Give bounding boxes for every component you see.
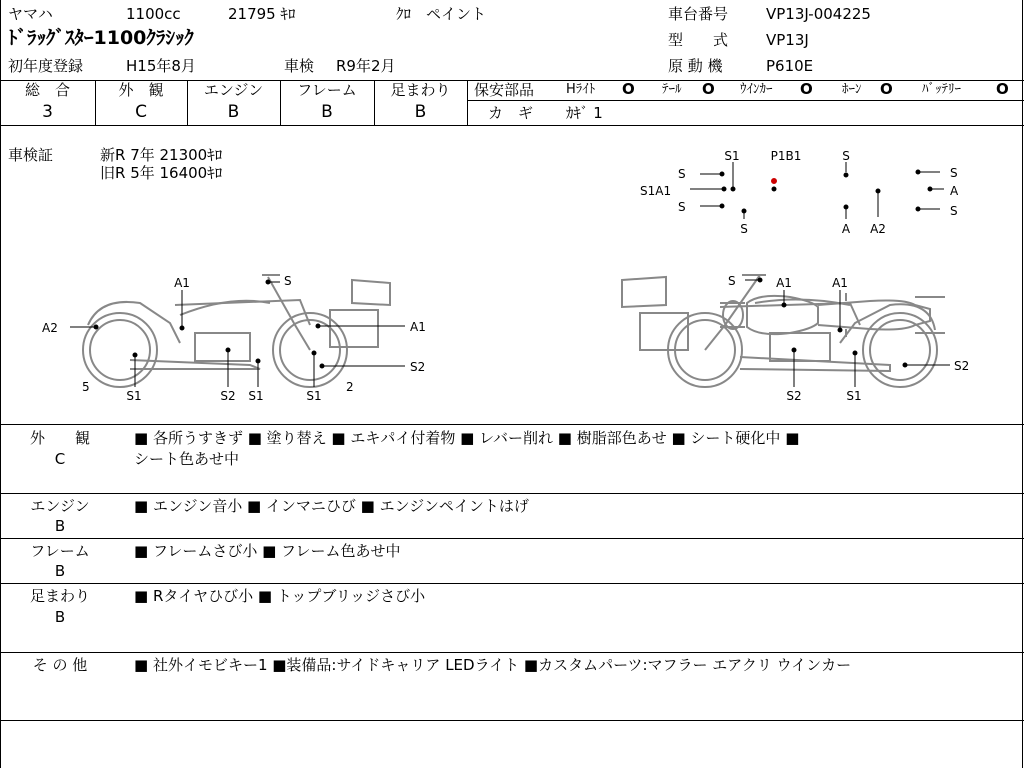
paint: ｸﾛ ペイント xyxy=(396,5,487,23)
grade-suspension-label: 足まわり xyxy=(390,81,451,99)
remark-suspension-grade: B xyxy=(54,608,66,626)
remark-frame-label: フレーム xyxy=(30,542,90,560)
shaken-label: 車検 xyxy=(284,57,315,75)
mileage: 21795 ｷﾛ xyxy=(228,5,296,23)
remark-frame-grade: B xyxy=(54,562,66,580)
grade-overall-label: 総 合 xyxy=(24,81,70,99)
safety-winker-mark: O xyxy=(800,80,813,98)
model-name: ﾄﾞﾗｯｸﾞｽﾀｰ1100ｸﾗｼｯｸ xyxy=(8,27,194,49)
mark-left-a2: A2 xyxy=(42,321,58,335)
right-view-bike xyxy=(622,275,937,387)
safety-tail-label: ﾃｰﾙ xyxy=(662,82,682,97)
mark-left-s1-3: S1 xyxy=(306,389,322,403)
mark-top-s: S xyxy=(842,149,850,163)
mark-left-s1-1: S1 xyxy=(126,389,142,403)
mark-top-s-bottom: S xyxy=(740,222,748,236)
mark-top-s-left2: S xyxy=(678,200,686,214)
grade-engine-label: エンジン xyxy=(203,81,264,99)
engine-model-label: 原 動 機 xyxy=(668,57,723,75)
frame-number-label: 車台番号 xyxy=(668,5,729,23)
grade-exterior-label: 外 観 xyxy=(118,81,164,99)
safety-tail-mark: O xyxy=(702,80,715,98)
maker: ヤマハ xyxy=(8,5,53,23)
mark-right-s1: S1 xyxy=(846,389,862,403)
mark-top-a2: A2 xyxy=(870,222,886,236)
mark-left-a1-top: A1 xyxy=(174,276,190,290)
remark-suspension-text: ■ Rタイヤひび小 ■ トップブリッジさび小 xyxy=(134,587,426,605)
grade-frame-label: フレーム xyxy=(297,81,357,99)
frame-number: VP13J-004225 xyxy=(766,5,871,23)
shaken-date: R9年2月 xyxy=(336,57,396,75)
remark-exterior-text2: シート色あせ中 xyxy=(134,450,240,468)
mark-left-s2-right: S2 xyxy=(410,360,426,374)
key-label: カ ギ xyxy=(488,104,534,122)
safety-headlight-label: Hﾗｲﾄ xyxy=(566,82,596,97)
inspection-cert-new: 新R 7年 21300ｷﾛ xyxy=(100,146,223,164)
remark-frame-text: ■ フレームさび小 ■ フレーム色あせ中 xyxy=(134,542,401,560)
mark-left-s1-2: S1 xyxy=(248,389,264,403)
remark-exterior-label: 外 観 xyxy=(29,429,90,447)
mark-right-a1-2: A1 xyxy=(832,276,848,290)
grade-suspension: B xyxy=(414,102,427,122)
mark-right-s2: S2 xyxy=(786,389,802,403)
mark-top-p1b1: P1B1 xyxy=(770,149,802,163)
mark-top-s1a1: S1A1 xyxy=(640,184,672,198)
mark-left-5: 5 xyxy=(82,380,90,394)
grade-exterior: C xyxy=(135,102,147,122)
inspection-cert-old: 旧R 5年 16400ｷﾛ xyxy=(100,164,223,182)
remark-exterior-text: ■ 各所うすきず ■ 塗り替え ■ エキパイ付着物 ■ レバー削れ ■ 樹脂部色あせ ■ シート硬化中 ■ xyxy=(134,429,800,447)
left-view-bike xyxy=(83,275,390,387)
engine-model: P610E xyxy=(766,57,814,75)
key-value: ｶｷﾞ 1 xyxy=(566,104,603,122)
mark-left-s2: S2 xyxy=(220,389,236,403)
remark-engine-text: ■ エンジン音小 ■ インマニひび ■ エンジンペイントはげ xyxy=(134,497,529,515)
safety-label: 保安部品 xyxy=(474,81,535,99)
remark-suspension-label: 足まわり xyxy=(29,587,90,605)
mark-top-a: A xyxy=(841,222,851,236)
mark-top-s1: S1 xyxy=(724,149,740,163)
mark-top-s-right1: S xyxy=(950,166,958,180)
remark-exterior-grade: C xyxy=(54,450,66,468)
mark-right-s: S xyxy=(728,274,736,288)
mark-left-2: 2 xyxy=(346,380,354,394)
mark-right-s2-right: S2 xyxy=(954,359,970,373)
remark-engine-grade: B xyxy=(54,517,66,535)
grade-engine: B xyxy=(227,102,240,122)
safety-horn-mark: O xyxy=(880,80,893,98)
remark-other-text: ■ 社外イモビキー1 ■装備品:サイドキャリア LEDライト ■カスタムパーツ:マフラー エアクリ ウインカー xyxy=(134,656,852,674)
safety-headlight-mark: O xyxy=(622,80,635,98)
mark-left-s: S xyxy=(284,274,292,288)
type: VP13J xyxy=(766,31,809,49)
remark-engine-label: エンジン xyxy=(30,497,90,515)
mark-top-a-right: A xyxy=(950,184,959,198)
grade-frame: B xyxy=(321,102,333,122)
inspection-cert-label: 車検証 xyxy=(8,146,54,164)
damage-diagram xyxy=(0,125,1024,425)
remark-other-label: そ の 他 xyxy=(32,656,88,674)
mark-right-a1-1: A1 xyxy=(776,276,792,290)
safety-winker-label: ｳｲﾝｶｰ xyxy=(740,82,773,97)
safety-horn-label: ﾎｰﾝ xyxy=(842,82,862,97)
mark-top-s-left1: S xyxy=(678,167,686,181)
first-registration-label: 初年度登録 xyxy=(8,57,84,75)
type-label: 型 式 xyxy=(668,31,729,49)
grade-overall: 3 xyxy=(42,102,53,122)
displacement: 1100cc xyxy=(126,5,181,23)
first-registration: H15年8月 xyxy=(126,57,196,75)
mark-left-a1-right: A1 xyxy=(410,320,426,334)
safety-battery-mark: O xyxy=(996,80,1009,98)
mark-top-s-right2: S xyxy=(950,204,958,218)
safety-battery-label: ﾊﾞｯﾃﾘｰ xyxy=(922,82,961,97)
